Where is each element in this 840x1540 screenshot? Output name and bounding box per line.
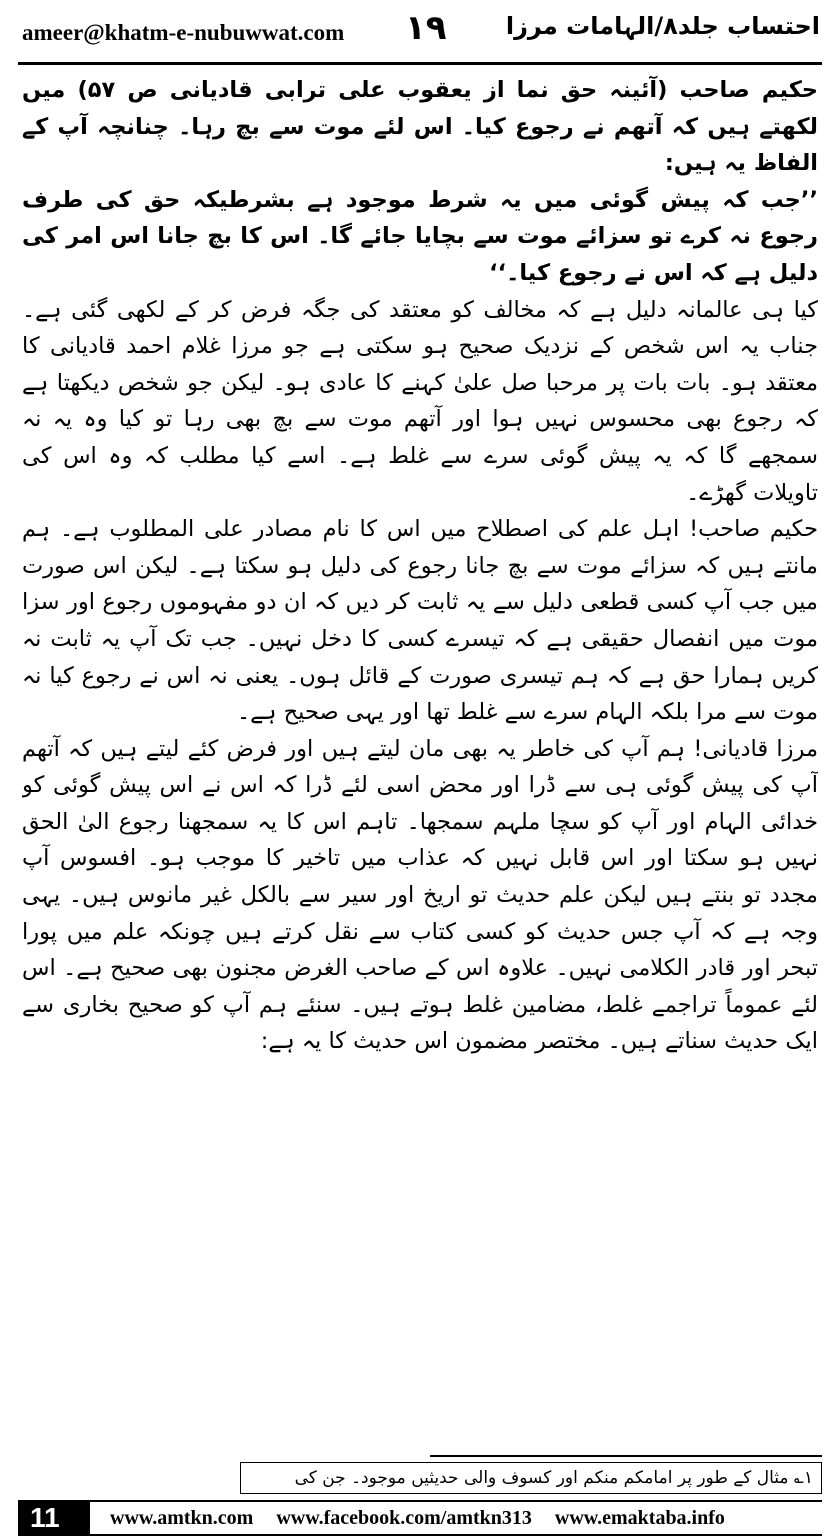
page-header xyxy=(0,0,840,70)
header-email: ameer@khatm-e-nubuwwat.com xyxy=(22,20,345,45)
footnote-divider xyxy=(430,1455,822,1457)
footer-link-emaktaba[interactable]: www.emaktaba.info xyxy=(554,1507,725,1529)
paragraph-2-quote: ’’جب کہ پیش گوئی میں یہ شرط موجود ہے بشرطیکہ حق کی طرف رجوع نہ کرے تو سزائے موت سے بچایا جائے گا۔ اس کا بچ جانا اس امر کی دلیل ہے کہ اس نے رجوع کیا۔‘‘ xyxy=(22,186,818,286)
header-page-number: ۱۹ xyxy=(405,8,447,48)
paragraph-4: حکیم صاحب! اہل علم کی اصطلاح میں اس کا نام مصادر علی المطلوب ہے۔ ہم مانتے ہیں کہ سزائے موت سے بچ جانا رجوع کی دلیل ہو سکتا ہے۔ لیکن اس صورت میں جب آپ کسی قطعی دلیل سے یہ ثابت کر دیں کہ ان دو مفہوموں رجوع اور سزا موت میں انفصال حقیقی ہے کہ تیسرے کسی کا دخل نہیں۔ جب تک آپ یہ ثابت نہ کریں ہمارا حق ہے کہ ہم تیسری صورت کے قائل ہوں۔ یعنی نہ اس نے رجوع کیا نہ موت سے مرا بلکہ الہام سرے سے غلط تھا اور یہی صحیح ہے۔ xyxy=(22,516,818,726)
footer-number: 11 xyxy=(30,1502,60,1533)
header-divider xyxy=(18,62,822,65)
main-text xyxy=(22,72,818,1407)
footer-links xyxy=(110,1502,743,1534)
footnote: ۱؎ مثال کے طور پر امامکم منکم اور کسوف والی حدیثیں موجود۔ جن کی xyxy=(240,1462,822,1494)
footer-links-bar xyxy=(90,1502,822,1534)
footer-link-amtkn[interactable]: www.amtkn.com xyxy=(110,1507,254,1529)
footer-link-facebook[interactable]: www.facebook.com/amtkn313 xyxy=(276,1507,532,1529)
page-footer xyxy=(18,1500,822,1536)
paragraph-5: مرزا قادیانی! ہم آپ کی خاطر یہ بھی مان لیتے ہیں اور فرض کئے لیتے ہیں کہ آتھم آپ کی پیش گوئی ہی سے ڈرا اور محض اسی لئے ڈرا کہ اس نے اس پیش گوئی کو خدائی الہام اور آپ کو سچا ملہم سمجھا۔ تاہم اس کا یہ سمجھنا رجوع الیٰ الحق نہیں ہو سکتا اور اس قابل نہیں کہ عذاب میں تاخیر کا موجب ہو۔ افسوس آپ مجدد تو بنتے ہیں لیکن علم حدیث تو اریخ اور سیر سے بالکل غیر مانوس ہیں۔ یہی وجہ ہے کہ آپ جس حدیث کو کسی کتاب سے نقل کرتے ہیں چونکہ علم میں پورا تبحر اور قادر الکلامی نہیں۔ علاوہ اس کے صاحب الغرض مجنون بھی صحیح ہے۔ اس لئے عموماً تراجمے غلط، مضامین غلط ہوتے ہیں۔ سنئے ہم آپ کو صحیح بخاری سے ایک حدیث سناتے ہیں۔ مختصر مضمون اس حدیث کا یہ ہے: xyxy=(22,735,818,1055)
header-title: احتساب جلد۸/الہامات مرزا xyxy=(505,12,820,40)
paragraph-3: کیا ہی عالمانہ دلیل ہے کہ مخالف کو معتقد کی جگہ فرض کر کے لکھی گئی ہے۔ جناب یہ اس شخص کے نزدیک صحیح ہو سکتی ہے جو مرزا غلام احمد قادیانی کا معتقد ہو۔ بات بات پر مرحبا صل علیٰ کہنے کا عادی ہو۔ لیکن جو شخص دیکھتا ہے کہ رجوع بھی محسوس نہیں ہوا اور آتھم موت سے بچ بھی رہا تو کیا وہ یہ نہ سمجھے گا کہ یہ پیش گوئی سرے سے غلط ہے۔ اسے کیا مطلب کہ وہ اس کی تاویلات گھڑے۔ xyxy=(22,296,818,506)
paragraph-1: حکیم صاحب (آئینہ حق نما از یعقوب علی ترابی قادیانی ص ۵۷) میں لکھتے ہیں کہ آتھم نے رجوع کیا۔ اس لئے موت سے بچ رہا۔ چنانچہ آپ کے الفاظ یہ ہیں: xyxy=(22,77,818,177)
